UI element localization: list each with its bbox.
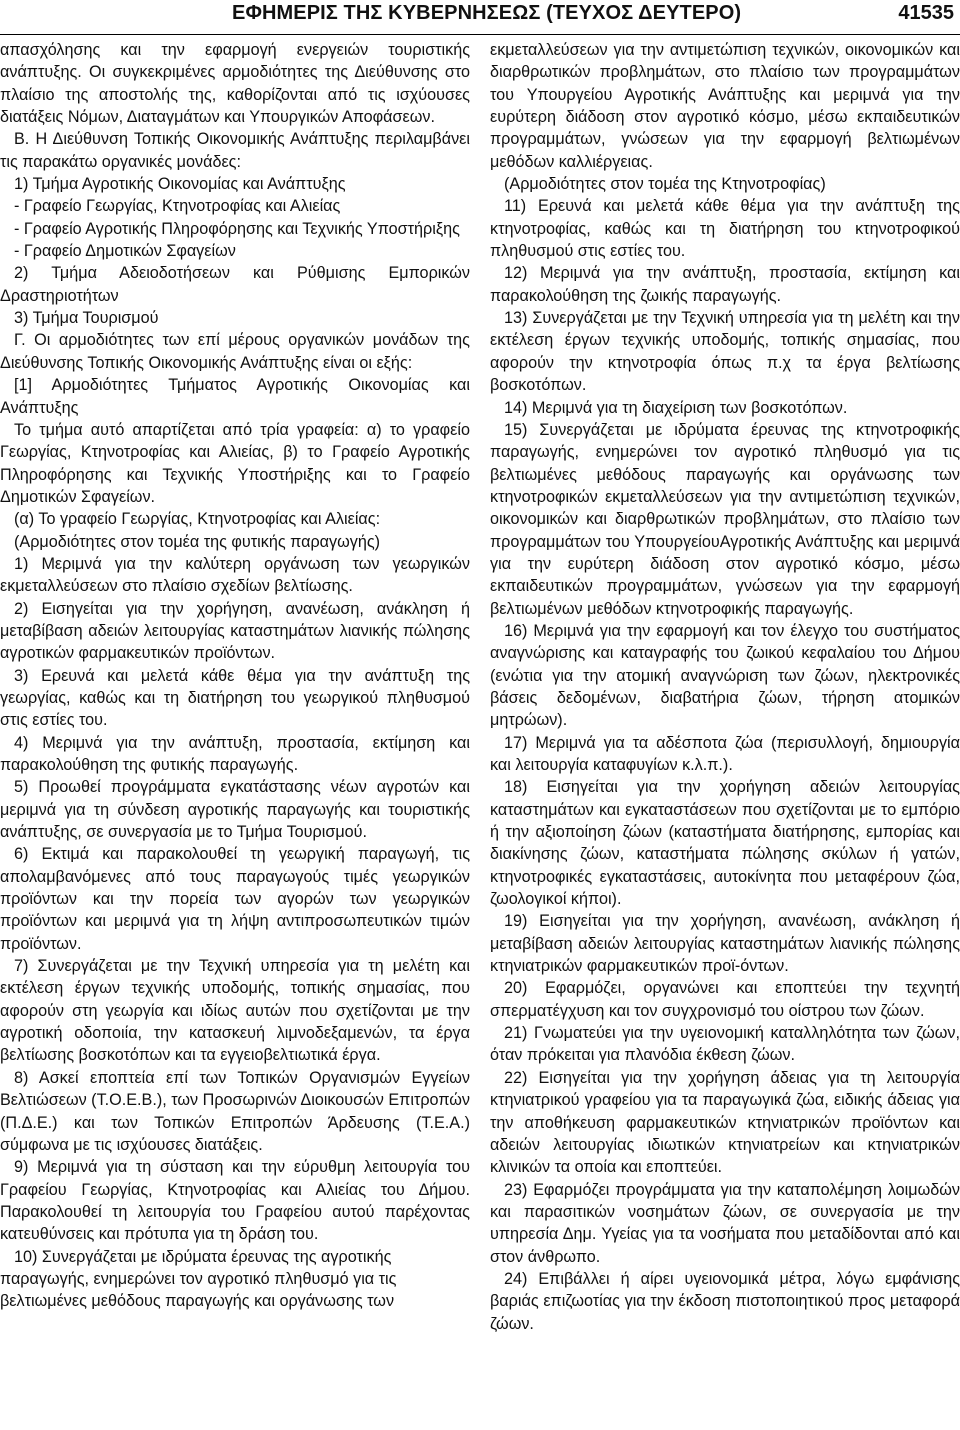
paragraph: 16) Μεριμνά για την εφαρμογή και τον έλεγχο του συστήματος αναγνώρισης και καταγραφής του ζωικού κεφαλαίου του Δήμου (ενώτια για την ατομική αναγνώριση των ζώων, ηλεκτρονικές βάσεις δεδομένων, διαβατήρια ζώων, τήρηση ατομικών μητρώων). [490,621,960,730]
paragraph: 22) Εισηγείται για την χορήγηση άδειας για τη λειτουργία κτηνιατρικού γραφείου για τα παραγωγικά ζώα, ειδικής άδειας για την αποθήκευση φαρμακευτικών κτηνιατρικών προϊόντων και αδειών λειτουργίας ιδιωτικών κτηνιατρείων και κτηνιατρικών κλινικών τα οποία και εποπτεύει. [490,1068,960,1177]
paragraph: 1) Τμήμα Αγροτικής Οικονομίας και Ανάπτυξης [14,175,346,194]
paragraph: 6) Εκτιμά και παρακολουθεί τη γεωργική παραγωγή, τις απολαμβανόμενες από τους παραγωγούς τιμές γεωργικών προϊόντων και την πορεία των αγορών των γεωργικών προϊόντων και μεριμνά για τη λήψη αντιπροσωπευτικών τιμών προϊόντων. [0,845,470,953]
paragraph: 8) Ασκεί εποπτεία επί των Τοπικών Οργανισμών Εγγείων Βελτιώσεων (Τ.Ο.Ε.Β.), των Προσωρινών Διοικουσών Επιτροπών (Π.Δ.Ε.) και των Τοπικών Επιτροπών Άρδευσης (Τ.Ε.Α.) σύμφωνα με τις ισχύουσες διατάξεις. [0,1068,470,1154]
paragraph: 2) Εισηγείται για την χορήγηση, ανανέωση, ανάκληση ή μεταβίβαση αδειών λειτουργίας καταστημάτων λιανικής πώλησης αγροτικών φαρμακευτικών προϊόντων. [0,599,470,663]
paragraph: εκμεταλλεύσεων για την αντιμετώπιση τεχνικών, οικονομικών και διαρθρωτικών προβλημάτων, στο πλαίσιο των προγραμμάτων του Υπουργείου Αγροτικής Ανάπτυξης και μεριμνά για την ευρύτερη διάδοση στον αγροτικό κόσμο, μέσω εκπαιδευτικών προγραμμάτων, γνώσεων για την εφαρμογή βελτιωμένων μεθόδων καλλιέργειας. [490,41,960,171]
paragraph: Γ. Οι αρμοδιότητες των επί μέρους οργανικών μονάδων της Διεύθυνσης Τοπικής Οικονομικής Ανάπτυξης είναι οι εξής: [0,331,470,372]
gazette-title: ΕΦΗΜΕΡΙΣ ΤΗΣ ΚΥΒΕΡΝΗΣΕΩΣ (ΤΕΥΧΟΣ ΔΕΥΤΕΡΟ) [232,2,742,24]
left-column [0,39,470,1313]
paragraph: (α) Το γραφείο Γεωργίας, Κτηνοτροφίας και Αλιείας: [14,510,381,529]
paragraph: 1) Μεριμνά για την καλύτερη οργάνωση των γεωργικών εκμεταλλεύσεων στο πλαίσιο σχεδίων βελτίωσης. [0,554,470,596]
paragraph: 21) Γνωματεύει για την υγειονομική καταλληλότητα των ζώων, όταν πρόκειται για πλανόδια έκθεση ζώων. [490,1024,960,1065]
paragraph: 23) Εφαρμόζει προγράμματα για την καταπολέμηση λοιμωδών και παρασιτικών νοσημάτων ζώων, σε συνεργασία με την υπηρεσία Δημ. Υγείας για τα νοσήματα που μεταδίδονται από και στον άνθρωπο. [490,1180,960,1266]
paragraph: 17) Μεριμνά για τα αδέσποτα ζώα (περισυλλογή, δημιουργία και λειτουργία καταφυγίων κ.λ.π.). [490,733,960,774]
paragraph: 24) Επιβάλλει ή αίρει υγειονομικά μέτρα, λόγω εμφάνισης βαριάς επιζωοτίας για την έκδοση πιστοποιητικού προς μεταφορά ζώων. [490,1269,960,1333]
paragraph: 11) Ερευνά και μελετά κάθε θέμα για την ανάπτυξη της κτηνοτροφίας, καθώς και τη διατήρηση του κτηνοτροφικού πληθυσμού στις εστίες του. [490,197,960,261]
paragraph: - Γραφείο Γεωργίας, Κτηνοτροφίας και Αλιείας [14,197,341,216]
paragraph: 7) Συνεργάζεται με την Τεχνική υπηρεσία για τη μελέτη και εκτέλεση έργων τεχνικής υποδομής, τοπικής σημασίας, που αφορούν στη γεωργία και ιδίως αυτών που σχετίζονται με την αγροτική οδοποιία, την κατασκευή λιμνοδεξαμενών, τα έργα βελτίωσης βοσκοτόπων και τα εγγειοβελτιωτικά έργα. [0,957,470,1065]
paragraph: απασχόλησης και την εφαρμογή ενεργειών τουριστικής ανάπτυξης. Οι συγκεκριμένες αρμοδιότητες της Διεύθυνσης στο πλαίσιο της αποστολής της, καθορίζονται από τις ισχύουσες διατάξεις Νόμων, Διαταγμάτων και Υπουργικών Αποφάσεων. [0,41,470,127]
paragraph: 18) Εισηγείται για την χορήγηση αδειών λειτουργίας καταστημάτων και εγκαταστάσεων που σχετίζονται με το εμπόριο ή την αξιοποίηση ζώων (καταστήματα διατήρησης, εμπορίας και διακίνησης ζώων, καταστήματα πώλησης σκύλων ή γατών, κτηνοτροφικές εγκαταστάσεις, αυτοκίνητα που μεταφέρουν ζώα, ζωολογικοί κήποι). [490,778,960,909]
paragraph: (Αρμοδιότητες στον τομέα της φυτικής παραγωγής) [14,532,381,551]
paragraph: 10) Συνεργάζεται με ιδρύματα έρευνας της αγροτικής παραγωγής, ενημερώνει τον αγροτικό πληθυσμό για τις βελτιωμένες μεθόδους παραγωγής και οργάνωσης των [0,1247,397,1311]
page-number: 41535 [898,2,954,24]
paragraph: 2) Τμήμα Αδειοδοτήσεων και Ρύθμισης Εμπορικών Δραστηριοτήτων [0,264,470,305]
paragraph: - Γραφείο Αγροτικής Πληροφόρησης και Τεχνικής Υποστήριξης [14,219,460,238]
paragraph: 20) Εφαρμόζει, οργανώνει και εποπτεύει την τεχνητή σπερματέγχυση και τον συγχρονισμό του οίστρου των ζώων. [490,979,960,1020]
paragraph: [1] Αρμοδιότητες Τμήματος Αγροτικής Οικονομίας και Ανάπτυξης [0,376,470,417]
paragraph: (Αρμοδιότητες στον τομέα της Κτηνοτροφίας) [504,175,826,194]
paragraph: 12) Μεριμνά για την ανάπτυξη, προστασία, εκτίμηση και παρακολούθηση της ζωικής παραγωγής. [490,264,960,305]
paragraph: - Γραφείο Δημοτικών Σφαγείων [14,242,236,261]
paragraph: 3) Ερευνά και μελετά κάθε θέμα για την ανάπτυξη της γεωργίας, καθώς και τη διατήρηση του γεωργικού πληθυσμού στις εστίες του. [0,666,470,730]
paragraph: 14) Μεριμνά για τη διαχείριση των βοσκοτόπων. [504,398,848,417]
paragraph: 3) Τμήμα Τουρισμού [14,309,159,328]
paragraph: 5) Προωθεί προγράμματα εγκατάστασης νέων αγροτών και μεριμνά για τη σύνδεση αγροτικής παραγωγής και τουριστικής ανάπτυξης, σε συνεργασία με το Τμήμα Τουρισμού. [0,778,470,842]
paragraph: Το τμήμα αυτό απαρτίζεται από τρία γραφεία: α) το γραφείο Γεωργίας, Κτηνοτροφίας και Αλιείας, β) το Γραφείο Αγροτικής Πληροφόρησης και Τεχνικής Υποστήριξης και το Γραφείο Δημοτικών Σφαγείων. [0,420,470,506]
page-header [0,0,960,35]
paragraph: 9) Μεριμνά για τη σύσταση και την εύρυθμη λειτουργία του Γραφείου Γεωργίας, Κτηνοτροφίας και Αλιείας του Δήμου. Παρακολουθεί τη λειτουργία του Γραφείου αυτού παρέχοντας κατευθύνσεις και πρότυπα για τη δράση του. [0,1158,470,1244]
paragraph: 19) Εισηγείται για την χορήγηση, ανανέωση, ανάκληση ή μεταβίβαση αδειών λειτουργίας καταστημάτων λιανικής πώλησης κτηνιατρικών φαρμακευτικών προϊ-όντων. [490,912,960,976]
paragraph: Β. Η Διεύθυνση Τοπικής Οικονομικής Ανάπτυξης περιλαμβάνει τις παρακάτω οργανικές μονάδες: [0,130,470,171]
paragraph: 15) Συνεργάζεται με ιδρύματα έρευνας της κτηνοτροφικής παραγωγής, ενημερώνει τον αγροτικό πληθυσμό για τις βελτιωμένες μεθόδους παραγωγής και οργάνωσης των κτηνοτροφικών εκμεταλλεύσεων για την αντιμετώπιση τεχνικών, οικονομικών και διαρθρωτικών προβλημάτων, στο πλαίσιο των προγραμμάτων του ΥπουργείουΑγροτικής Ανάπτυξης και μεριμνά για την ευρύτερη διάδοση στον αγροτικό κόσμο, μέσω εκπαιδευτικών προγραμμάτων, γνώσεων για την εφαρμογή βελτιωμένων μεθόδων κτηνοτροφικής παραγωγής. [490,420,960,618]
paragraph: 4) Μεριμνά για την ανάπτυξη, προστασία, εκτίμηση και παρακολούθηση της φυτικής παραγωγής. [0,733,470,774]
paragraph: 13) Συνεργάζεται με την Τεχνική υπηρεσία για τη μελέτη και την εκτέλεση έργων τεχνικής υποδομής, τοπικής σημασίας, που αφορούν την κτηνοτροφία όπως π.χ τα έργα βελτίωσης βοσκοτόπων. [490,309,960,395]
right-column [490,39,960,1335]
